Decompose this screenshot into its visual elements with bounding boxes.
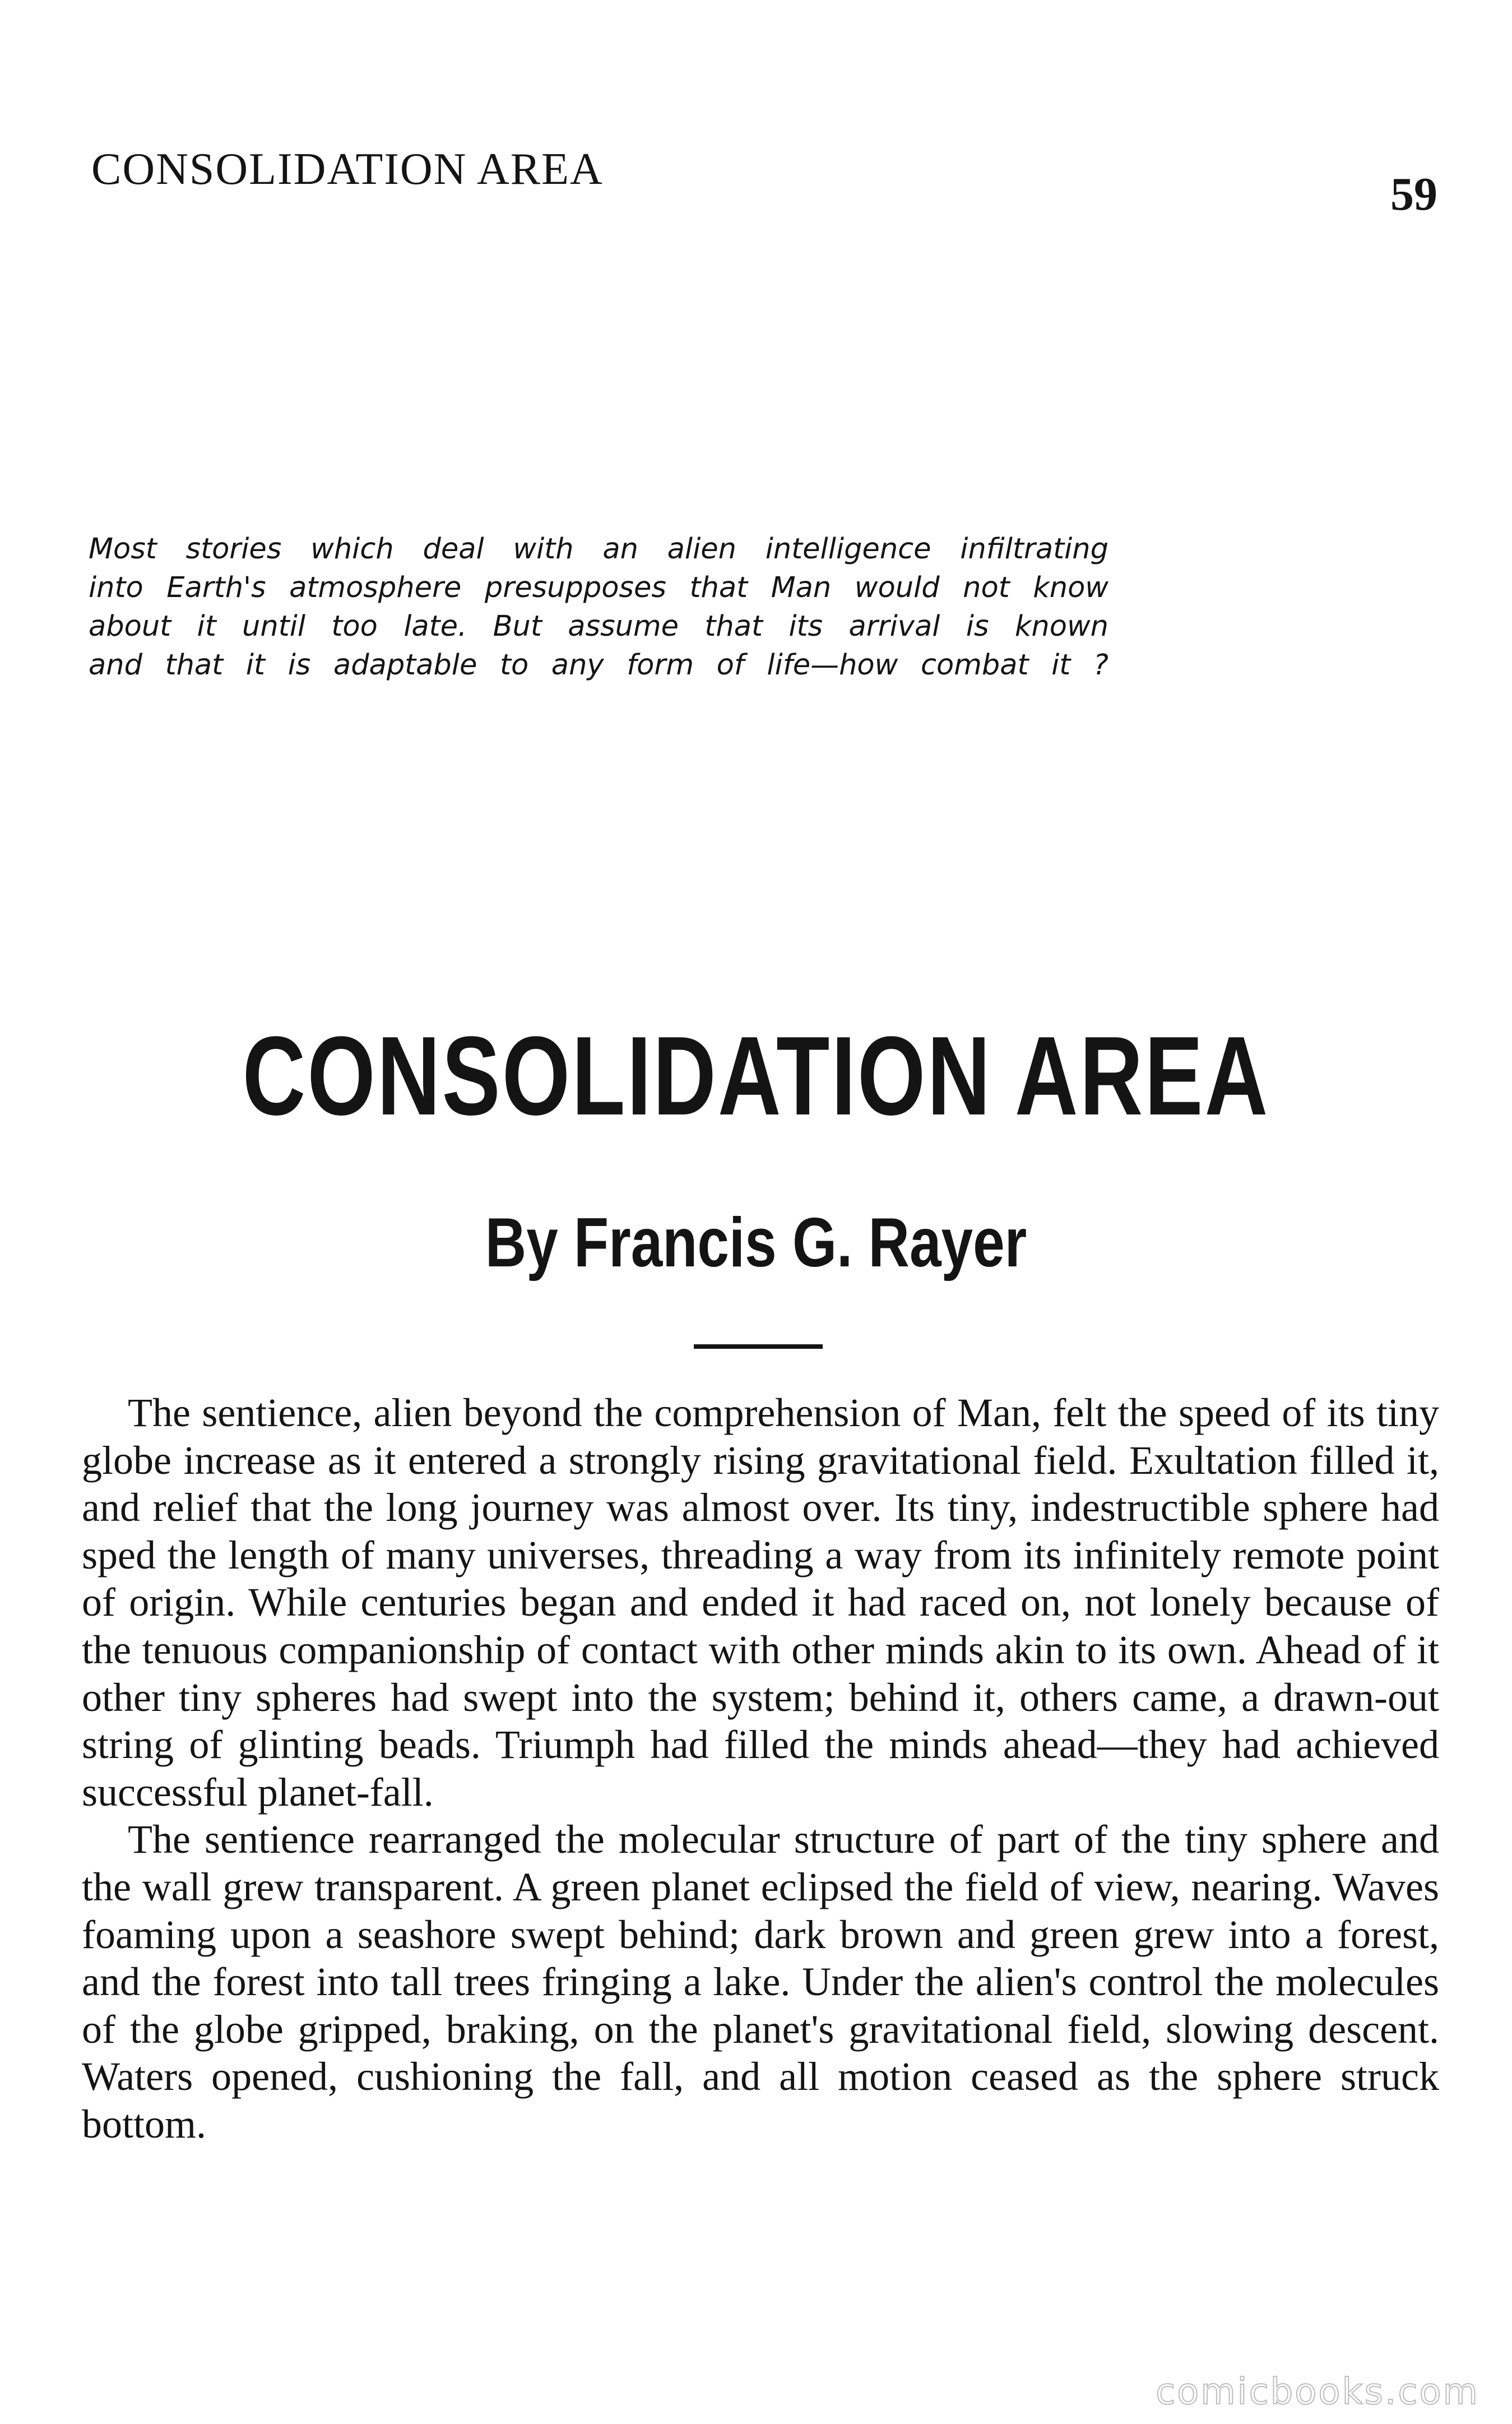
blurb-line: about it until too late. But assume that its arrival is known	[89, 610, 1109, 643]
byline: By Francis G. Rayer	[485, 1204, 1027, 1282]
story-paragraph: The sentience rearranged the molecular structure of part of the tiny sphere and the wall grew transparent. A green planet eclipsed the field of view, nearing. Waves foaming upon a seashore swept behind; dark brown and green grew into a forest, and the forest into tall trees fringing a lake. Under the alien's control the molecules of the globe gripped, braking, on the planet's gravitational field, slowing descent. Waters opened, cushioning the fall, and all motion ceased as the sphere struck bottom.	[82, 1817, 1439, 2147]
watermark: comicbooks.com	[1155, 2371, 1479, 2413]
blurb-line: and that it is adaptable to any form of life—how combat it ?	[89, 649, 1109, 682]
story-body	[82, 1389, 1439, 2148]
title-rule-divider	[694, 1344, 823, 1349]
page-number: 59	[1390, 168, 1437, 220]
blurb-line: into Earth's atmosphere presupposes that Man would not know	[89, 571, 1109, 604]
story-paragraph: The sentience, alien beyond the comprehension of Man, felt the speed of its tiny globe increase as it entered a strongly rising gravitational field. Exultation filled it, and relief that the long journey was almost over. Its tiny, indestructible sphere had sped the length of many universes, threading a way from its infinitely remote point of origin. While centuries began and ended it had raced on, not lonely because of the tenuous companionship of contact with other minds akin to its own. Ahead of it other tiny spheres had swept into the system; behind it, others came, a drawn-out string of glinting beads. Triumph had filled the minds ahead—they had achieved successful planet-fall.	[82, 1390, 1439, 1815]
blurb-line: Most stories which deal with an alien intelligence infiltrating	[89, 533, 1109, 566]
running-head: CONSOLIDATION AREA	[91, 145, 604, 194]
story-blurb	[89, 530, 1109, 684]
story-title: CONSOLIDATION AREA	[242, 1014, 1270, 1139]
